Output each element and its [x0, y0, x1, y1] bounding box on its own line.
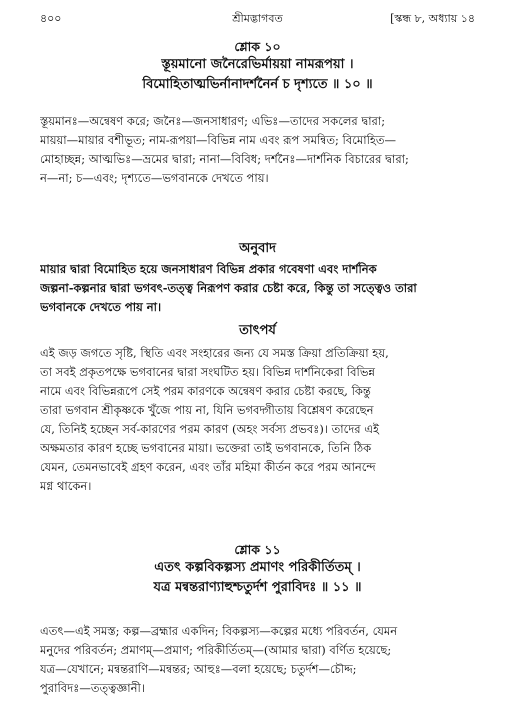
verse-11-label: শ্লোক ১১ [234, 542, 281, 557]
purport-line: অক্ষমতার কারণ হচ্ছে ভগবানের মায়া। ভক্তেরা তাই ভগবানকে, তিনি ঠিক [40, 441, 372, 455]
synonym-line: মায়য়া—মায়ার বশীভূত; নাম-রূপয়া—বিভিন্ন নাম এবং রূপ সমন্বিত; বিমোহিত— [40, 133, 397, 147]
verse-10-label: শ্লোক ১০ [234, 39, 281, 54]
verse-10-line-2: বিমোহিতাত্মভির্নানাদর্শনৈর্ন চ দৃশ্যতে ॥ ১০ ॥ [142, 77, 373, 92]
purport-line: তা সবই প্রকৃতপক্ষে ভগবানের দ্বারা সংঘটিত হয়। বিভিন্ন দার্শনিকেরা বিভিন্ন [40, 365, 375, 379]
purport-line: যে, তিনিই হচ্ছেন সর্ব-কারণের পরম কারণ (অহং সর্বস্য প্রভবঃ)। তাদের এই [40, 422, 379, 436]
purport-line: তারা ভগবান শ্রীকৃষ্ণকে খুঁজে পায় না, যিনি ভগবদ্গীতায় বিশ্লেষণ করেছেন [40, 403, 374, 417]
translation-line: মায়ার দ্বারা বিমোহিত হয়ে জনসাধারণ বিভিন্ন প্রকার গবেষণা এবং দার্শনিক [40, 262, 377, 276]
purport-line: যেমন, তেমনভাবেই গ্রহণ করেন, এবং তাঁর মহিমা কীর্তন করে পরম আনন্দে [40, 460, 376, 474]
purport-text [40, 344, 475, 496]
verse-10 [40, 38, 475, 95]
running-header [40, 10, 475, 28]
translation-line: ভগবানকে দেখতে পায় না। [40, 300, 162, 314]
verse-10-synonyms [40, 112, 475, 188]
page-number: ৪০০ [40, 12, 62, 25]
purport-heading: তাৎপর্য [239, 323, 276, 338]
verse-11 [40, 541, 475, 598]
purport-line: নামে এবং বিভিন্নরূপে সেই পরম কারণকে অন্বেষণ করার চেষ্টা করছে, কিন্তু [40, 384, 371, 398]
verse-11-synonyms [40, 622, 475, 698]
book-title: শ্রীমদ্ভাগবত [232, 12, 283, 25]
translation-text [40, 260, 475, 317]
synonym-line: পুরাবিদঃ—তত্ত্বজ্ঞানী। [40, 681, 145, 695]
section-reference: [স্কন্ধ ৮, অধ্যায় ১৪ [390, 12, 475, 25]
synonym-line: ন—না; চ—এবং; দৃশ্যতে—ভগবানকে দেখতে পায়। [40, 171, 269, 185]
purport-line: এই জড় জগতে সৃষ্টি, স্থিতি এবং সংহারের জন্য যে সমস্ত ক্রিয়া প্রতিক্রিয়া হয়, [40, 346, 389, 360]
verse-11-line-1: এতৎ কল্পবিকল্পস্য প্রমাণং পরিকীর্তিতম্ । [154, 560, 361, 575]
translation-heading: অনুবাদ [239, 241, 276, 256]
verse-11-line-2: যত্র মন্বন্তরাণ্যাহুশ্চতুর্দশ পুরাবিদঃ ॥ ১১ ॥ [153, 580, 362, 595]
synonym-line: যত্র—যেখানে; মন্বন্তরাণি—মন্বন্তর; আহুঃ—বলা হয়েছে; চতুর্দশ—চৌদ্দ; [40, 662, 357, 676]
synonym-line: মনুদের পরিবর্তন; প্রমাণম্—প্রমাণ; পরিকীর্তিতম্—(আমার দ্বারা) বর্ণিত হয়েছে; [40, 643, 392, 657]
synonym-line: মোহাচ্ছন্ন; আত্মভিঃ—ভ্রমের দ্বারা; নানা—বিবিধ; দর্শনৈঃ—দার্শনিক বিচারের দ্বারা; [40, 152, 409, 166]
verse-10-line-1: স্তূয়মানো জনৈরেভির্মায়য়া নামরূপয়া । [161, 57, 354, 72]
purport-line: মগ্ন থাকেন। [40, 479, 92, 493]
translation-line: জল্পনা-কল্পনার দ্বারা ভগবৎ-তত্ত্ব নিরূপণ করার চেষ্টা করে, কিন্তু তা সত্ত্বেও তারা [40, 281, 417, 295]
synonym-line: স্তূয়মানঃ—অন্বেষণ করে; জনৈঃ—জনসাধারণ; এভিঃ—তাদের সকলের দ্বারা; [40, 114, 386, 128]
synonym-line: এতৎ—এই সমস্ত; কল্প—ব্রহ্মার একদিন; বিকল্পস্য—কল্পের মধ্যে পরিবর্তন, যেমন [40, 624, 398, 638]
